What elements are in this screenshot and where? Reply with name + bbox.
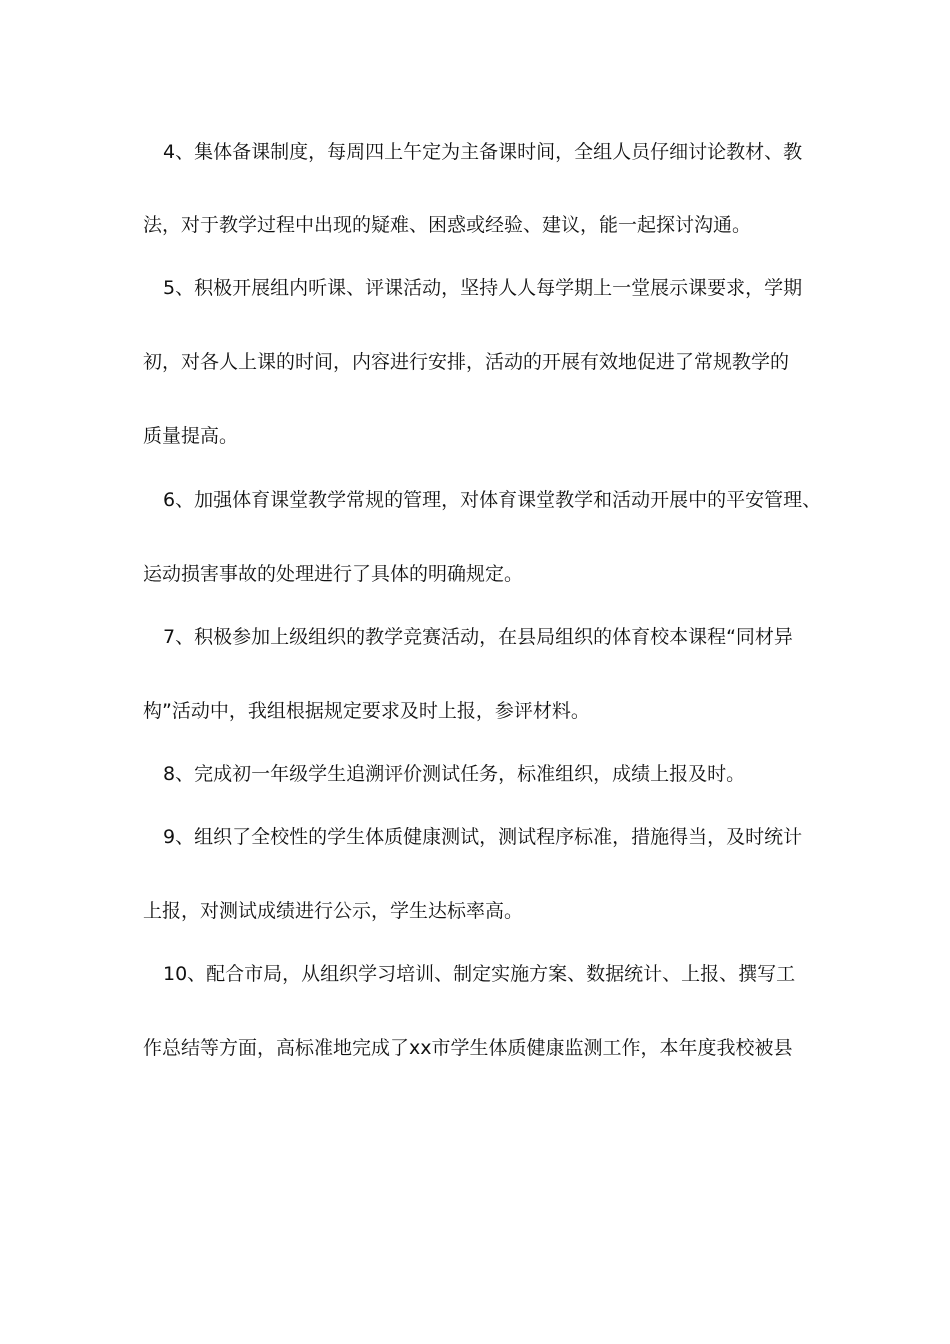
text-line: 8、完成初一年级学生追溯评价测试任务，标准组织，成绩上报及时。 [163,763,746,785]
text-line: 运动损害事故的处理进行了具体的明确规定。 [143,563,524,585]
text-line: 法，对于教学过程中出现的疑难、困惑或经验、建议，能一起探讨沟通。 [143,214,752,236]
text-line: 10、配合市局，从组织学习培训、制定实施方案、数据统计、上报、撰写工 [163,963,796,985]
text-line: 4、集体备课制度，每周四上午定为主备课时间，全组人员仔细讨论教材、教 [163,141,803,163]
text-line: 构”活动中，我组根据规定要求及时上报，参评材料。 [143,700,590,722]
text-line: 5、积极开展组内听课、评课活动，坚持人人每学期上一堂展示课要求，学期 [163,277,803,299]
text-line: 6、加强体育课堂教学常规的管理，对体育课堂教学和活动开展中的平安管理、 [163,489,822,511]
text-line: 上报，对测试成绩进行公示，学生达标率高。 [143,900,524,922]
text-line: 质量提高。 [143,425,239,447]
text-line: 作总结等方面，高标准地完成了xx市学生体质健康监测工作，本年度我校被县 [143,1037,793,1059]
text-line: 初，对各人上课的时间，内容进行安排，活动的开展有效地促进了常规教学的 [143,351,790,373]
text-line: 7、积极参加上级组织的教学竞赛活动，在县局组织的体育校本课程“同材异 [163,626,793,648]
text-line: 9、组织了全校性的学生体质健康测试，测试程序标准，措施得当，及时统计 [163,826,803,848]
